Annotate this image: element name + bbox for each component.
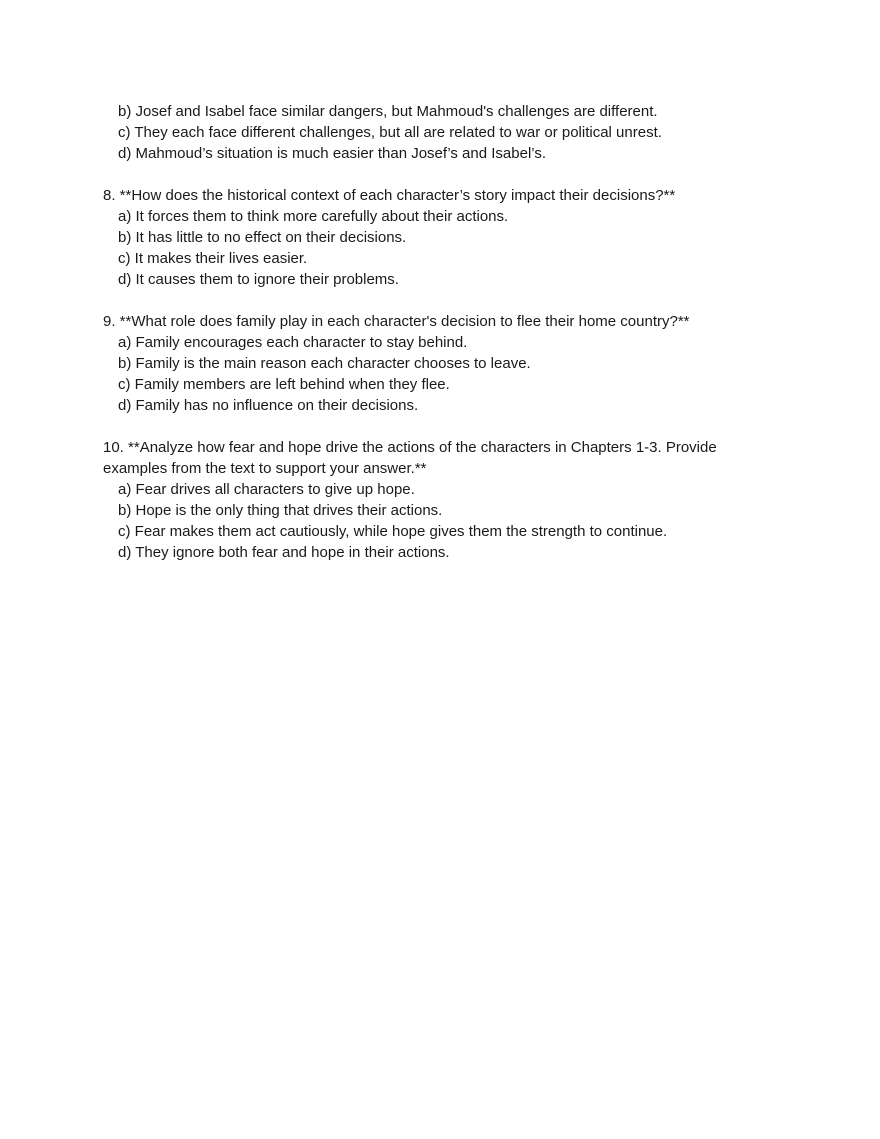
answer-option: d) Family has no influence on their decisions. — [118, 397, 419, 414]
question-7-options-continued — [103, 101, 780, 164]
answer-option: a) Family encourages each character to stay behind. — [118, 334, 468, 351]
answer-option: c) Family members are left behind when they flee. — [118, 376, 450, 393]
answer-option: a) Fear drives all characters to give up hope. — [118, 481, 415, 498]
answer-option: d) It causes them to ignore their problems. — [118, 271, 399, 288]
answer-option: b) It has little to no effect on their decisions. — [118, 229, 407, 246]
answer-option: d) Mahmoud’s situation is much easier than Josef’s and Isabel’s. — [118, 145, 547, 162]
answer-option: c) It makes their lives easier. — [118, 250, 308, 267]
answer-option: c) They each face different challenges, but all are related to war or political unrest. — [118, 124, 662, 141]
answer-option: a) It forces them to think more carefully about their actions. — [118, 208, 509, 225]
question-prompt: 10. **Analyze how fear and hope drive the actions of the characters in Chapters 1-3. Provide examples from the text to support your answer.** — [103, 439, 717, 477]
answer-option: b) Hope is the only thing that drives their actions. — [118, 502, 443, 519]
question-8 — [103, 185, 780, 290]
answer-option: b) Josef and Isabel face similar dangers, but Mahmoud's challenges are different. — [118, 103, 658, 120]
question-prompt: 9. **What role does family play in each character's decision to flee their home country?** — [103, 313, 690, 330]
question-10 — [103, 437, 780, 563]
question-prompt: 8. **How does the historical context of each character’s story impact their decisions?** — [103, 187, 676, 204]
answer-option: d) They ignore both fear and hope in their actions. — [118, 544, 450, 561]
answer-option: b) Family is the main reason each character chooses to leave. — [118, 355, 531, 372]
question-9 — [103, 311, 780, 416]
answer-option: c) Fear makes them act cautiously, while hope gives them the strength to continue. — [118, 523, 668, 540]
